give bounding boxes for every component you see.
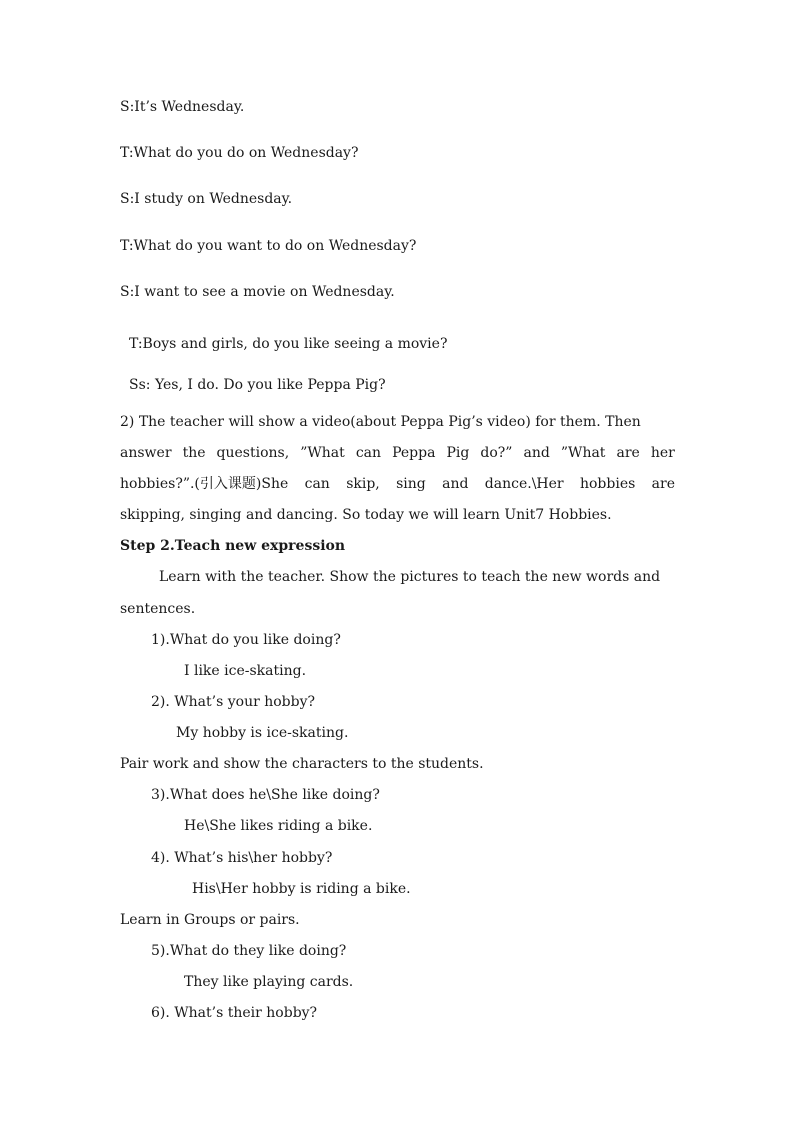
word: hobbies?”.(引入课题)She [120,476,289,492]
dialogue-line-5: S:I want to see a movie on Wednesday. [120,284,395,300]
dialogue-line-1: S:It’s Wednesday. [120,99,245,115]
step2-heading: Step 2.Teach new expression [120,538,346,554]
word: and [442,476,469,492]
word: and [523,445,550,461]
question-6: 6). What’s their hobby? [151,1005,318,1021]
para2-line-4: skipping, singing and dancing. So today we will learn Unit7 Hobbies. [120,507,612,523]
word: skip, [346,476,380,492]
question-3: 3).What does he\She like doing? [151,787,380,803]
word: are [616,445,640,461]
word: can [304,476,330,492]
dialogue-line-4: T:What do you want to do on Wednesday? [120,238,417,254]
dialogue-line-3: S:I study on Wednesday. [120,191,293,207]
step2-intro-line-1: Learn with the teacher. Show the pictures to teach the new words and [159,569,661,585]
word: ”What [300,445,345,461]
word: hobbies [579,476,636,492]
step2-intro-line-2: sentences. [120,601,196,617]
para2-line-3 [120,474,675,494]
word: answer [120,445,172,461]
dialogue-line-2: T:What do you do on Wednesday? [120,145,359,161]
word: dance.\Her [484,476,564,492]
question-4: 4). What’s his\her hobby? [151,850,333,866]
answer-3: He\She likes riding a bike. [184,818,373,834]
para2-line-2 [120,443,675,463]
answer-2: My hobby is ice-skating. [176,725,349,741]
dialogue-line-6: T:Boys and girls, do you like seeing a movie? [129,336,448,352]
word: Peppa [392,445,436,461]
word: questions, [216,445,290,461]
para2-line-1: 2) The teacher will show a video(about Peppa Pig’s video) for them. Then [120,414,641,430]
answer-5: They like playing cards. [184,974,354,990]
pair-work-line: Pair work and show the characters to the students. [120,756,484,772]
dialogue-line-7: Ss: Yes, I do. Do you like Peppa Pig? [129,377,386,393]
word: Pig [446,445,470,461]
word: ”What [560,445,606,461]
word: can [355,445,382,461]
groups-line: Learn in Groups or pairs. [120,912,300,928]
word: are [651,476,675,492]
answer-4: His\Her hobby is riding a bike. [192,881,411,897]
word: the [182,445,206,461]
word: sing [396,476,426,492]
question-1: 1).What do you like doing? [151,632,341,648]
question-5: 5).What do they like doing? [151,943,347,959]
word: her [650,445,675,461]
answer-1: I like ice-skating. [184,663,307,679]
question-2: 2). What’s your hobby? [151,694,316,710]
word: do?” [480,445,513,461]
